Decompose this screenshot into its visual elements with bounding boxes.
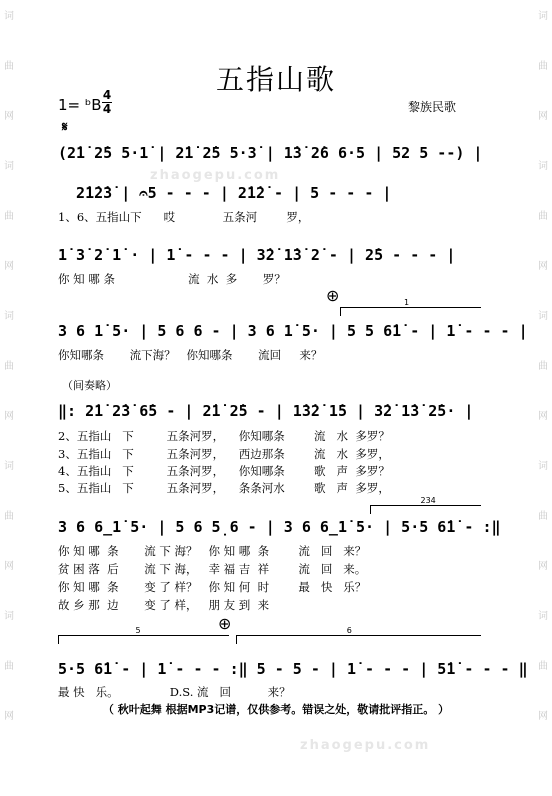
watermark: zhaogepu.com <box>300 738 431 753</box>
lyric-line: 3、五指山 下 五条河罗， 西边那条 流 水 多罗， <box>58 447 390 461</box>
lyric-line: 你 知 哪 条 流 水 多 罗？ <box>58 272 286 286</box>
footer-note: （ 秋叶起舞 根据MP3记谱，仅供参考。错误之处，敬请批评指正。 ） <box>102 703 450 716</box>
notation-row: 3 6 1̇ 5· | 5 6 6 - | 3 6 1̇ 5· | 5 5 6̇1̇ - | 1̇ - - - | <box>58 322 528 340</box>
volta-bracket-6: 6 <box>236 635 481 644</box>
volta-bracket-234: 234 <box>370 505 481 514</box>
lyric-line: 你 知 哪 条 流 下 海？ 你 知 哪 条 流 回 来？ <box>58 544 367 558</box>
notation-row: 1̇ 3̇ 2̇ 1̇ · | 1̇ - - - | 3̇2̇ 1̇3̇ 2̇ - | 2̇5 - - - | <box>58 246 456 264</box>
lyric-line: 2、五指山 下 五条河罗， 你知哪条 流 水 多罗？ <box>58 429 390 443</box>
watermark: zhaogepu.com <box>150 168 281 183</box>
lyric-line: 你 知 哪 条 变 了 样？ 你 知 何 时 最 快 乐？ <box>58 580 367 594</box>
notation-row: 3 6 6̲1̇ 5· | 5 6 5̣6 - | 3 6 6̲1̇ 5· | 5·5 6̇1̇ - :‖ <box>58 518 501 536</box>
lyric-line: 4、五指山 下 五条河罗， 你知哪条 歌 声 多罗？ <box>58 464 390 478</box>
lyric-line: 5、五指山 下 五条河罗， 条条河水 歌 声 多罗， <box>58 481 390 495</box>
notation-row: 5·5 6̇1̇ - | 1̇ - - - :‖ 5 - 5 - | 1̇ - - - | 5̇1̇ - - - ‖ <box>58 660 528 678</box>
interlude-label: （间奏略） <box>62 379 117 392</box>
time-signature: 4 4 <box>102 88 112 116</box>
composer-label: 黎族民歌 <box>408 100 457 114</box>
lyric-line: 1、6、五指山下 哎 五条河 罗， <box>58 210 310 224</box>
coda-icon: ⊕ <box>218 614 232 633</box>
key-signature: 1= ᵇB <box>58 96 102 114</box>
side-watermark-left: 词 曲 网 词 曲 网 词 曲 网 词 曲 网 词 曲 网 <box>4 11 14 722</box>
volta-bracket-1: 1 <box>340 307 481 316</box>
notation-row: (2̇1̇ 2̇5 5·1̇ | 2̇1̇ 2̇5 5·3̇ | 1̇3̇ 2̇6 6·5 | 52 5 --) | <box>58 144 483 162</box>
page-title: 五指山歌 <box>215 63 336 96</box>
lyric-line: 故 乡 那 边 变 了 样， 朋 友 到 来 <box>58 598 270 612</box>
notation-row: 2̇1̇2̇3̇ | 𝄐5 - - - | 2̇1̇2̇ - | 5 - - - | <box>58 184 392 202</box>
notation-row: ‖: 2̇1̇ 2̇3̇ 6̇5 - | 2̇1̇ 2̇5 - | 1̇3̇2̇ 1̇5 | 3̇2̇ 1̇3̇ 2̇5· | <box>58 402 474 420</box>
lyric-line: 最 快 乐。 D.S. 流 回 来？ <box>58 685 291 699</box>
segno-icon: 𝄋 <box>62 120 68 135</box>
volta-bracket-5: 5 <box>58 635 229 644</box>
side-watermark-right: 词 曲 网 词 曲 网 词 曲 网 词 曲 网 词 曲 网 <box>538 11 548 722</box>
lyric-line: 贫 困 落 后 流 下 海， 幸 福 吉 祥 流 回 来。 <box>58 562 367 576</box>
coda-icon: ⊕ <box>326 286 340 305</box>
lyric-line: 你知哪条 流下海？ 你知哪条 流回 来？ <box>58 348 323 362</box>
